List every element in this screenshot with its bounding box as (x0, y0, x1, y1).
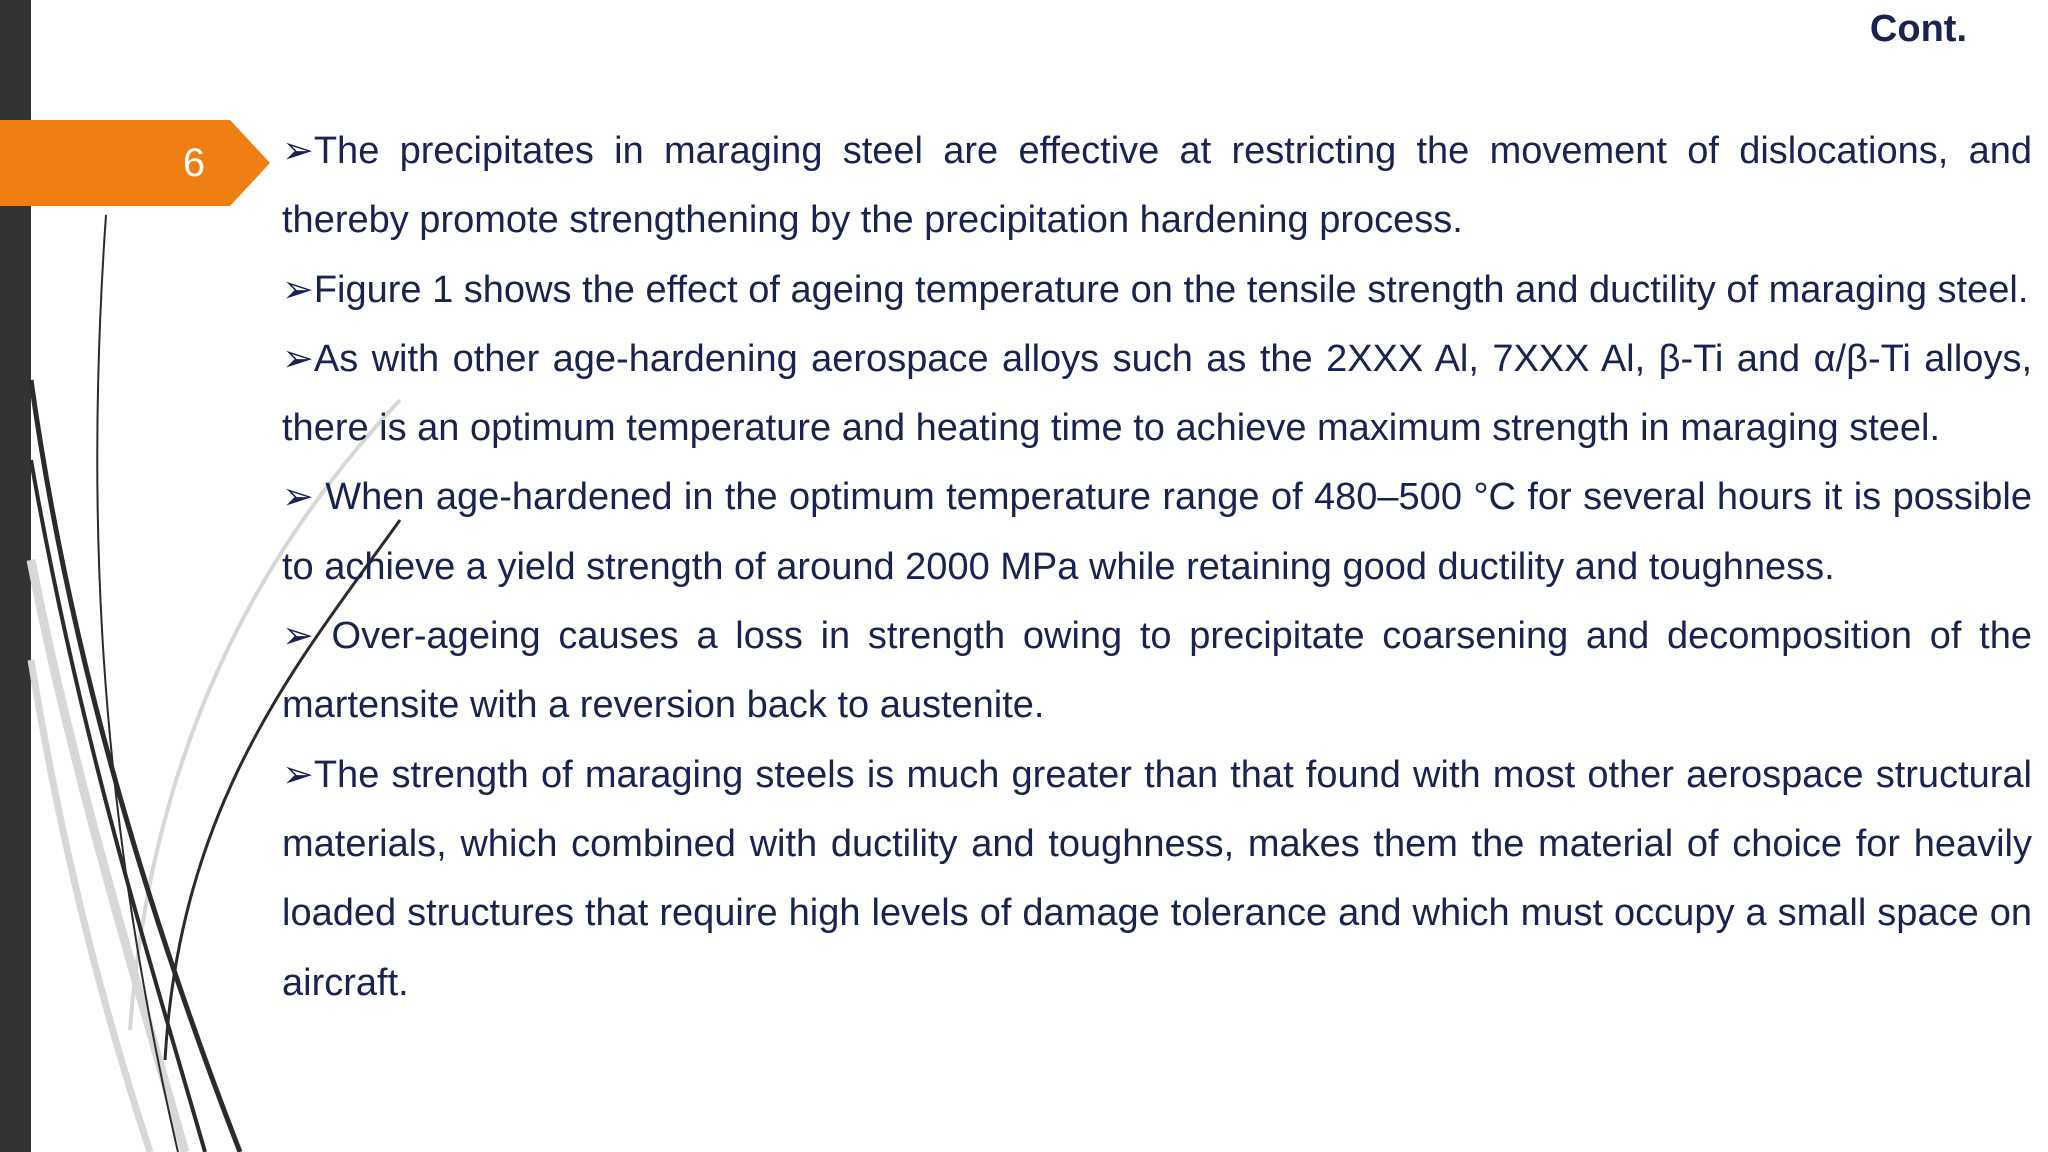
arrow-bullet-icon: ➢ (282, 268, 314, 311)
slide-number-badge (0, 120, 270, 206)
arrow-bullet-icon: ➢ (282, 615, 332, 658)
bullet-item (282, 325, 2032, 464)
bullet-item (282, 256, 2032, 325)
bullet-text: As with other age-hardening aerospace alloys such as the 2XXX Al, 7XXX Al, β-Ti and α/β-Ti alloys, there is an optimum temperature and heating time to achieve maximum strength in maraging steel. (282, 337, 2032, 450)
bullet-item (282, 741, 2032, 1018)
bullet-text: The strength of maraging steels is much greater than that found with most other aerospace structural materials, which combined with ductility and toughness, makes them the material of choice for heavily loaded structures that require high levels of damage tolerance and which must occupy a small space on aircraft. (282, 753, 2032, 1004)
bullet-text: The precipitates in maraging steel are effective at restricting the movement of dislocations, and thereby promote strengthening by the precipitation hardening process. (282, 130, 2032, 242)
bullet-text: Over-ageing causes a loss in strength owing to precipitate coarsening and decomposition of the martensite with a reversion back to austenite. (282, 615, 2032, 727)
slide-title: Cont. (1869, 8, 1967, 50)
bullet-item (282, 463, 2032, 602)
bullet-list (282, 117, 2032, 1018)
arrow-bullet-icon: ➢ (282, 753, 314, 796)
bullet-text: Figure 1 shows the effect of ageing temperature on the tensile strength and ductility of maraging steel. (313, 268, 2029, 311)
arrow-bullet-icon: ➢ (282, 130, 314, 172)
bullet-item (282, 602, 2032, 741)
slide-number: 6 (182, 141, 206, 185)
arrow-bullet-icon: ➢ (282, 476, 326, 519)
bullet-item (282, 117, 2032, 256)
bullet-text: When age-hardened in the optimum temperature range of 480–500 °C for several hours it is possible to achieve a yield strength of around 2000 MPa while retaining good ductility and toughness. (282, 476, 2032, 588)
arrow-bullet-icon: ➢ (282, 337, 314, 380)
